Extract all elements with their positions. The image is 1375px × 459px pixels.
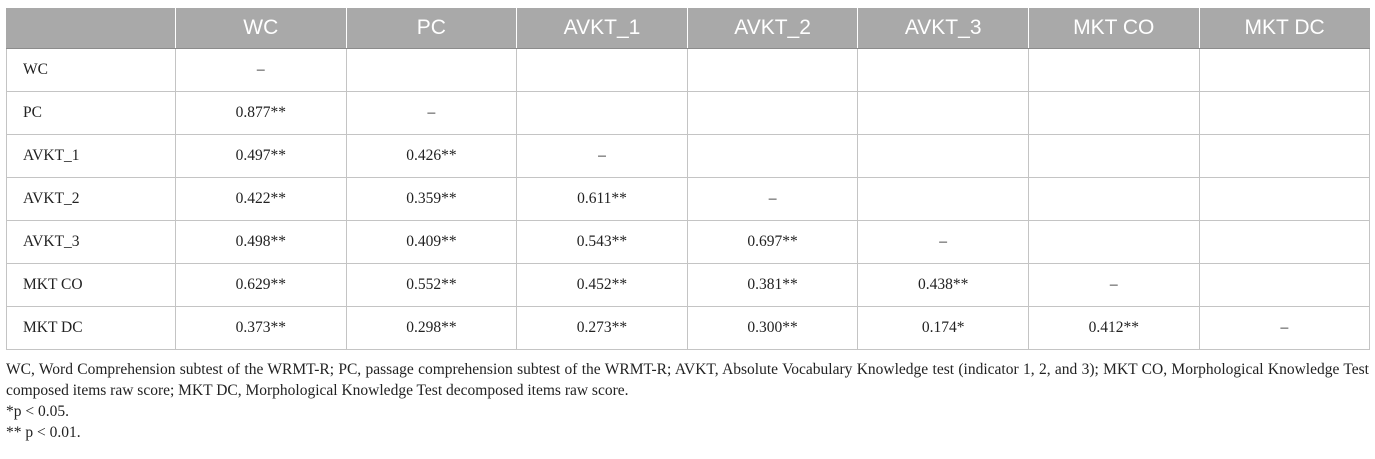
correlation-cell: 0.300** xyxy=(687,307,858,350)
table-row xyxy=(7,135,1370,178)
correlation-cell: 0.412** xyxy=(1028,307,1199,350)
table-row xyxy=(7,49,1370,92)
table-row xyxy=(7,221,1370,264)
correlation-cell: 0.298** xyxy=(346,307,517,350)
correlation-cell: – xyxy=(687,178,858,221)
correlation-cell: 0.273** xyxy=(517,307,688,350)
table-row xyxy=(7,307,1370,350)
correlation-cell: 0.426** xyxy=(346,135,517,178)
correlation-cell xyxy=(1028,221,1199,264)
header-pc: PC xyxy=(346,8,517,49)
header-avkt-2: AVKT_2 xyxy=(687,8,858,49)
row-label: WC xyxy=(7,49,176,92)
correlation-cell xyxy=(858,49,1029,92)
row-label: AVKT_1 xyxy=(7,135,176,178)
correlation-cell: 0.373** xyxy=(176,307,347,350)
correlation-cell xyxy=(1199,92,1370,135)
correlation-cell xyxy=(1028,49,1199,92)
correlation-cell: – xyxy=(176,49,347,92)
correlation-cell: 0.174* xyxy=(858,307,1029,350)
correlation-cell: – xyxy=(517,135,688,178)
correlation-cell: 0.877** xyxy=(176,92,347,135)
correlation-cell: 0.381** xyxy=(687,264,858,307)
correlation-cell: 0.452** xyxy=(517,264,688,307)
correlation-cell xyxy=(1199,178,1370,221)
correlation-cell: – xyxy=(346,92,517,135)
correlation-cell xyxy=(858,135,1029,178)
significance-note-05: *p < 0.05. xyxy=(6,403,69,420)
row-label: AVKT_3 xyxy=(7,221,176,264)
correlation-cell xyxy=(1199,135,1370,178)
abbreviations-note: WC, Word Comprehension subtest of the WRMT-R; PC, passage comprehension subtest of the WRMT-R; AVKT, Absolute Vocabulary Knowledge test (indicator 1, 2, and 3); MKT CO, Morphological Knowledge Test composed items raw score; MKT DC, Morphological Knowledge Test decomposed items raw score. xyxy=(6,361,1369,399)
correlation-table xyxy=(6,8,1370,350)
correlation-cell xyxy=(858,92,1029,135)
row-label: AVKT_2 xyxy=(7,178,176,221)
correlation-cell: 0.543** xyxy=(517,221,688,264)
correlation-cell xyxy=(1028,92,1199,135)
table-row xyxy=(7,178,1370,221)
row-label: MKT CO xyxy=(7,264,176,307)
correlation-cell: 0.422** xyxy=(176,178,347,221)
correlation-cell: 0.438** xyxy=(858,264,1029,307)
correlation-cell: 0.552** xyxy=(346,264,517,307)
correlation-cell xyxy=(517,92,688,135)
correlation-cell: 0.498** xyxy=(176,221,347,264)
significance-note-01: ** p < 0.01. xyxy=(6,424,81,441)
table-row xyxy=(7,264,1370,307)
correlation-cell xyxy=(687,49,858,92)
row-label: MKT DC xyxy=(7,307,176,350)
correlation-cell xyxy=(687,92,858,135)
header-avkt-3: AVKT_3 xyxy=(858,8,1029,49)
correlation-cell xyxy=(1199,221,1370,264)
correlation-table-container xyxy=(6,8,1369,443)
correlation-cell: 0.359** xyxy=(346,178,517,221)
correlation-cell xyxy=(346,49,517,92)
correlation-cell: 0.409** xyxy=(346,221,517,264)
table-notes xyxy=(6,359,1369,443)
header-mkt-co: MKT CO xyxy=(1028,8,1199,49)
row-label: PC xyxy=(7,92,176,135)
table-row xyxy=(7,92,1370,135)
header-wc: WC xyxy=(176,8,347,49)
correlation-cell xyxy=(1028,135,1199,178)
header-corner xyxy=(7,8,176,49)
correlation-cell xyxy=(687,135,858,178)
correlation-cell xyxy=(858,178,1029,221)
correlation-cell: 0.497** xyxy=(176,135,347,178)
table-header-row xyxy=(7,8,1370,49)
header-avkt-1: AVKT_1 xyxy=(517,8,688,49)
correlation-cell: 0.611** xyxy=(517,178,688,221)
correlation-cell: – xyxy=(1199,307,1370,350)
correlation-cell xyxy=(1199,264,1370,307)
correlation-cell: – xyxy=(858,221,1029,264)
correlation-cell: 0.697** xyxy=(687,221,858,264)
table-body xyxy=(7,49,1370,350)
correlation-cell xyxy=(517,49,688,92)
correlation-cell: 0.629** xyxy=(176,264,347,307)
correlation-cell xyxy=(1028,178,1199,221)
correlation-cell xyxy=(1199,49,1370,92)
correlation-cell: – xyxy=(1028,264,1199,307)
header-mkt-dc: MKT DC xyxy=(1199,8,1370,49)
